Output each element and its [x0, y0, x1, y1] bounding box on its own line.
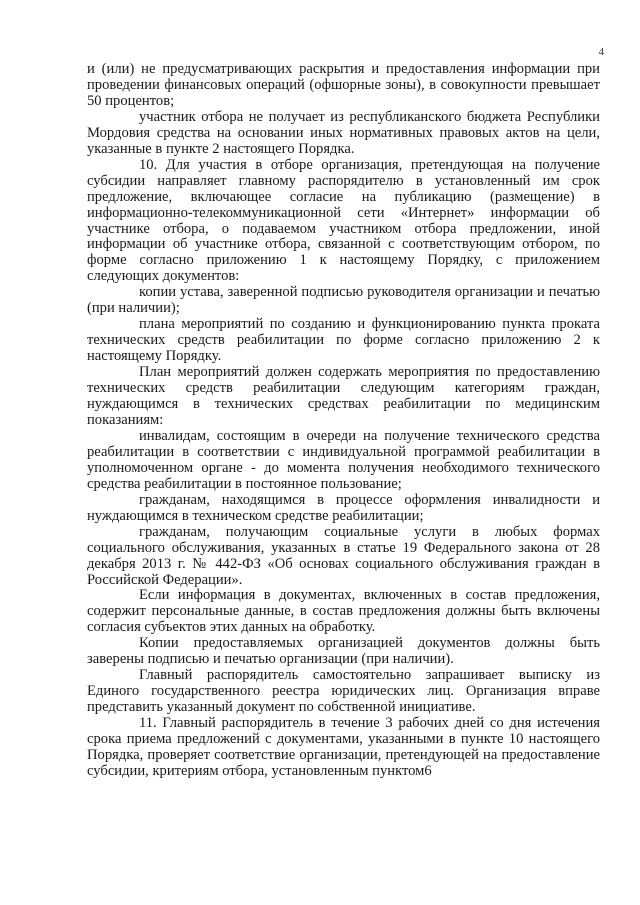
paragraph: участник отбора не получает из республиканского бюджета Республики Мордовия средства на основании иных нормативных правовых актов на цели, указанные в пункте 2 настоящего Порядка. [87, 108, 600, 157]
paragraph: Главный распорядитель самостоятельно запрашивает выписку из Единого государственного реестра юридических лиц. Организация вправе представить указанный документ по собственной инициативе. [87, 667, 600, 716]
paragraph: Копии предоставляемых организацией документов должны быть заверены подписью и печатью организации (при наличии). [87, 635, 600, 668]
paragraph: План мероприятий должен содержать мероприятия по предоставлению технических средств реабилитации следующим категориям граждан, нуждающимся в технических средствах реабилитации по медицинским показаниям: [87, 364, 600, 428]
paragraph: копии устава, заверенной подписью руководителя организации и печатью (при наличии); [87, 284, 600, 317]
document-body [87, 62, 600, 780]
paragraph: Если информация в документах, включенных в состав предложения, содержит персональные данные, в состав предложения должны быть включены согласия субъектов этих данных на обработку. [87, 587, 600, 636]
paragraph: 10. Для участия в отборе организация, претендующая на получение субсидии направляет главному распорядителю в установленный им срок предложение, включающее согласие на публикацию (размещение) в информационно-телекоммуникационной сети «Интернет» информации об участнике отбора, о подаваемом участником отбора предложении, иной информации об участнике отбора, связанной с соответствующим отбором, по форме согласно приложению 1 к настоящему Порядку, с приложением следующих документов: [87, 156, 600, 285]
paragraph: инвалидам, состоящим в очереди на получение технического средства реабилитации в соответствии с индивидуальной программой реабилитации в уполномоченном органе - до момента получения необходимого технического средства реабилитации в постоянное пользование; [87, 427, 600, 492]
paragraph: 11. Главный распорядитель в течение 3 рабочих дней со дня истечения срока приема предложений с документами, указанными в пункте 10 настоящего Порядка, проверяет соответствие организации, претендующей на предоставление субсидии, критериям отбора, установленным пунктом6 [87, 715, 600, 779]
paragraph: гражданам, находящимся в процессе оформления инвалидности и нуждающимся в техническом средстве реабилитации; [87, 491, 600, 524]
page-number: 4 [598, 46, 604, 58]
paragraph: гражданам, получающим социальные услуги в любых формах социального обслуживания, указанных в статье 19 Федерального закона от 28 декабря 2013 г. № 442-ФЗ «Об основах социального обслуживания граждан в Российской Федерации». [87, 523, 600, 588]
paragraph: и (или) не предусматривающих раскрытия и предоставления информации при проведении финансовых операций (офшорные зоны), в совокупности превышает 50 процентов; [87, 61, 600, 109]
paragraph: плана мероприятий по созданию и функционированию пункта проката технических средств реабилитации по форме согласно приложению 2 к настоящему Порядку. [87, 316, 600, 365]
